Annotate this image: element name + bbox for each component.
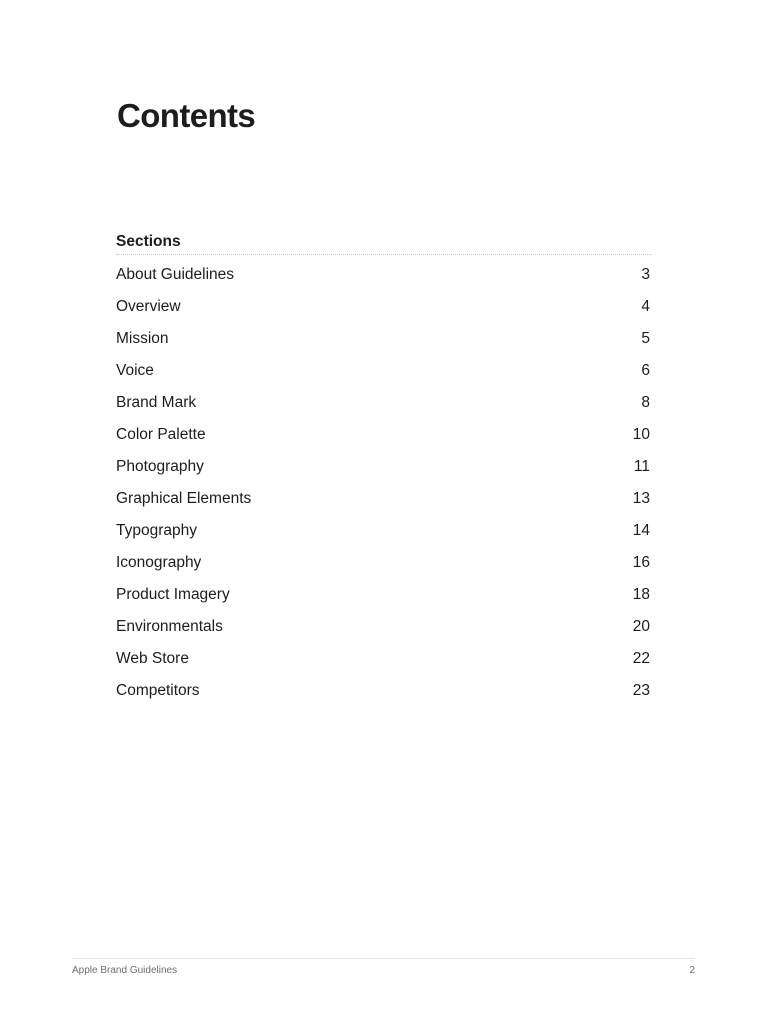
toc-entry-title: About Guidelines <box>116 266 235 283</box>
footer-page-number: 2 <box>689 965 695 976</box>
toc-list <box>116 255 652 707</box>
toc-entry[interactable] <box>116 547 652 579</box>
toc-entry-page: 11 <box>633 458 650 475</box>
toc-entry[interactable] <box>116 611 652 643</box>
toc-entry-page: 3 <box>641 266 650 283</box>
toc-entry-title: Photography <box>116 458 204 475</box>
toc-entry-page: 10 <box>632 426 650 443</box>
toc-entry-page: 22 <box>632 650 650 667</box>
table-of-contents <box>116 230 652 707</box>
toc-entry-page: 4 <box>641 298 650 315</box>
toc-entry[interactable] <box>116 643 652 675</box>
toc-entry-title: Voice <box>116 362 154 379</box>
toc-entry-page: 16 <box>632 554 650 571</box>
toc-entry[interactable] <box>116 675 652 707</box>
toc-entry[interactable] <box>116 419 652 451</box>
toc-entry[interactable] <box>116 259 652 291</box>
toc-entry-title: Environmentals <box>116 618 223 635</box>
toc-entry-page: 18 <box>632 586 650 603</box>
toc-entry[interactable] <box>116 579 652 611</box>
toc-entry-title: Web Store <box>116 650 189 667</box>
page-footer <box>72 958 695 976</box>
toc-entry-page: 6 <box>641 362 650 379</box>
toc-entry[interactable] <box>116 483 652 515</box>
toc-entry-page: 8 <box>641 394 650 411</box>
footer-document-name: Apple Brand Guidelines <box>72 965 178 976</box>
toc-entry[interactable] <box>116 323 652 355</box>
toc-entry-page: 20 <box>632 618 650 635</box>
toc-entry-title: Typography <box>116 522 197 539</box>
toc-entry[interactable] <box>116 451 652 483</box>
toc-entry[interactable] <box>116 355 652 387</box>
toc-entry[interactable] <box>116 291 652 323</box>
page-title: Contents <box>117 97 256 134</box>
toc-entry-title: Mission <box>116 330 169 347</box>
toc-entry-title: Overview <box>116 298 181 315</box>
toc-entry-page: 5 <box>641 330 650 347</box>
toc-entry-page: 13 <box>632 490 650 507</box>
toc-entry[interactable] <box>116 387 652 419</box>
toc-entry-title: Graphical Elements <box>116 490 252 507</box>
toc-entry-title: Color Palette <box>116 426 206 443</box>
toc-entry-title: Competitors <box>116 682 200 699</box>
toc-entry-title: Iconography <box>116 554 202 571</box>
toc-entry-page: 14 <box>632 522 650 539</box>
toc-entry-page: 23 <box>632 682 650 699</box>
toc-entry[interactable] <box>116 515 652 547</box>
toc-section-header: Sections <box>116 230 652 255</box>
toc-entry-title: Product Imagery <box>116 586 230 603</box>
toc-entry-title: Brand Mark <box>116 394 197 411</box>
